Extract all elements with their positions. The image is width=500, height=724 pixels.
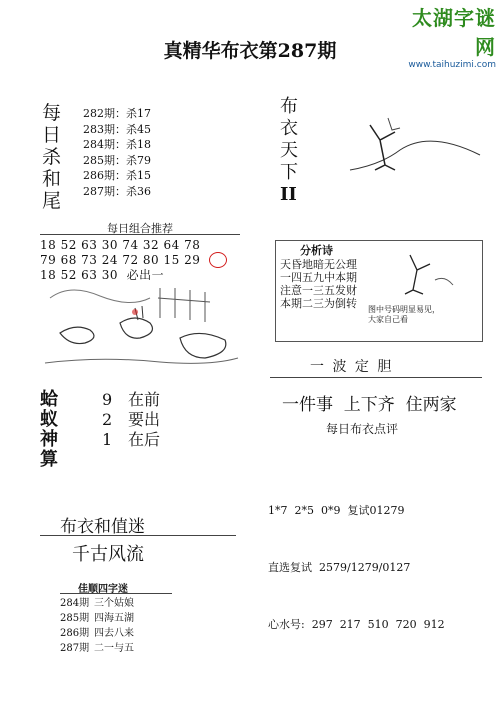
logo-text: 太湖字谜网 — [412, 6, 496, 59]
toad-char: 神 — [40, 429, 58, 450]
list-item: 284期 三个姑娘 — [60, 598, 134, 609]
daily-kill-label — [42, 102, 66, 212]
toad-char: 算 — [40, 449, 58, 470]
review-line: 1*7 2*5 0*9 复试01279 — [268, 504, 405, 517]
combo-header: 每日组合推荐 — [107, 222, 173, 235]
buyi-tianxia-label — [280, 96, 304, 206]
divider — [40, 234, 240, 235]
daily-kill-char: 日 — [42, 124, 62, 146]
combo-row: 18 52 63 30 必出一 — [40, 268, 165, 282]
daily-kill-char: 和 — [42, 168, 62, 190]
site-logo — [400, 2, 496, 70]
buyi-char: 下 — [280, 162, 298, 183]
poem-line: 天昏地暗无公理 — [280, 258, 357, 271]
toad-char: 蛤 — [40, 389, 58, 410]
list-item: 9 在前 — [102, 390, 161, 409]
buyi-char: 布 — [280, 96, 298, 117]
daily-kill-char: 尾 — [42, 190, 62, 212]
list-item: 1 在后 — [102, 430, 161, 449]
buyi-char: 天 — [280, 140, 298, 161]
poem-line: 一四五九中本期 — [280, 271, 357, 284]
review-line: 直选复试 2579/1279/0127 — [268, 561, 411, 574]
sketch-figure-top — [340, 110, 485, 185]
list-item: 287期：杀36 — [83, 184, 151, 198]
review-line: 心水号: 297 217 510 720 912 — [268, 618, 445, 631]
divider — [60, 593, 172, 594]
toad-list — [102, 390, 160, 450]
analysis-lines — [280, 258, 357, 310]
buyi-char: 衣 — [280, 118, 298, 139]
list-item: 283期：杀45 — [83, 122, 151, 136]
daily-kill-char: 杀 — [42, 146, 62, 168]
list-item: 286期 四去八来 — [60, 628, 134, 639]
review-lines — [268, 463, 445, 653]
poem-line: 本期二三为倒转 — [280, 297, 357, 310]
logo-url: www.taihuzimi.com — [408, 60, 496, 70]
four-char-header: 佳顺四字迷 — [78, 584, 128, 595]
list-item: 2 要出 — [102, 410, 161, 429]
sketch-figure-poem — [395, 250, 455, 298]
list-item: 285期：杀79 — [83, 153, 151, 167]
buyi-zhimi-answer: 千古风流 — [72, 544, 144, 565]
poem-line: 注意一三五发财 — [280, 284, 357, 297]
yibodan-label: 一 波 定 胆 — [310, 359, 394, 375]
highlight-circle — [209, 252, 227, 268]
list-item: 286期：杀15 — [83, 169, 151, 182]
daily-kill-list — [83, 106, 151, 199]
combo-row: 79 68 73 24 72 80 15 29 — [40, 253, 201, 267]
list-item: 285期 四海五湖 — [60, 613, 134, 624]
four-char-list — [60, 596, 134, 656]
sketch-figure-rabbits — [40, 278, 240, 368]
buyi-zhimi-title: 布衣和值迷 — [60, 517, 145, 537]
toad-char: 蚁 — [40, 409, 58, 430]
combo-numbers — [40, 238, 200, 283]
list-item: 287期 二一与五 — [60, 643, 134, 654]
divider — [40, 535, 236, 536]
analysis-note: 图中号码明显易见， 大家自己看 — [368, 305, 440, 324]
page-title: 真精华布衣第287期 — [163, 40, 337, 62]
analysis-header: 分析诗 — [300, 244, 333, 257]
divider — [270, 377, 482, 378]
buyi-char: II — [280, 184, 297, 205]
list-item: 284期：杀18 — [83, 138, 151, 151]
toad-label — [40, 390, 64, 470]
yibodan-text: 一件事 上下齐 住两家 — [282, 395, 457, 415]
daily-review-label: 每日布衣点评 — [326, 422, 399, 436]
combo-row: 18 52 63 30 74 32 64 78 — [40, 238, 201, 252]
daily-kill-char: 每 — [42, 102, 62, 124]
list-item: 282期：杀17 — [83, 107, 151, 120]
